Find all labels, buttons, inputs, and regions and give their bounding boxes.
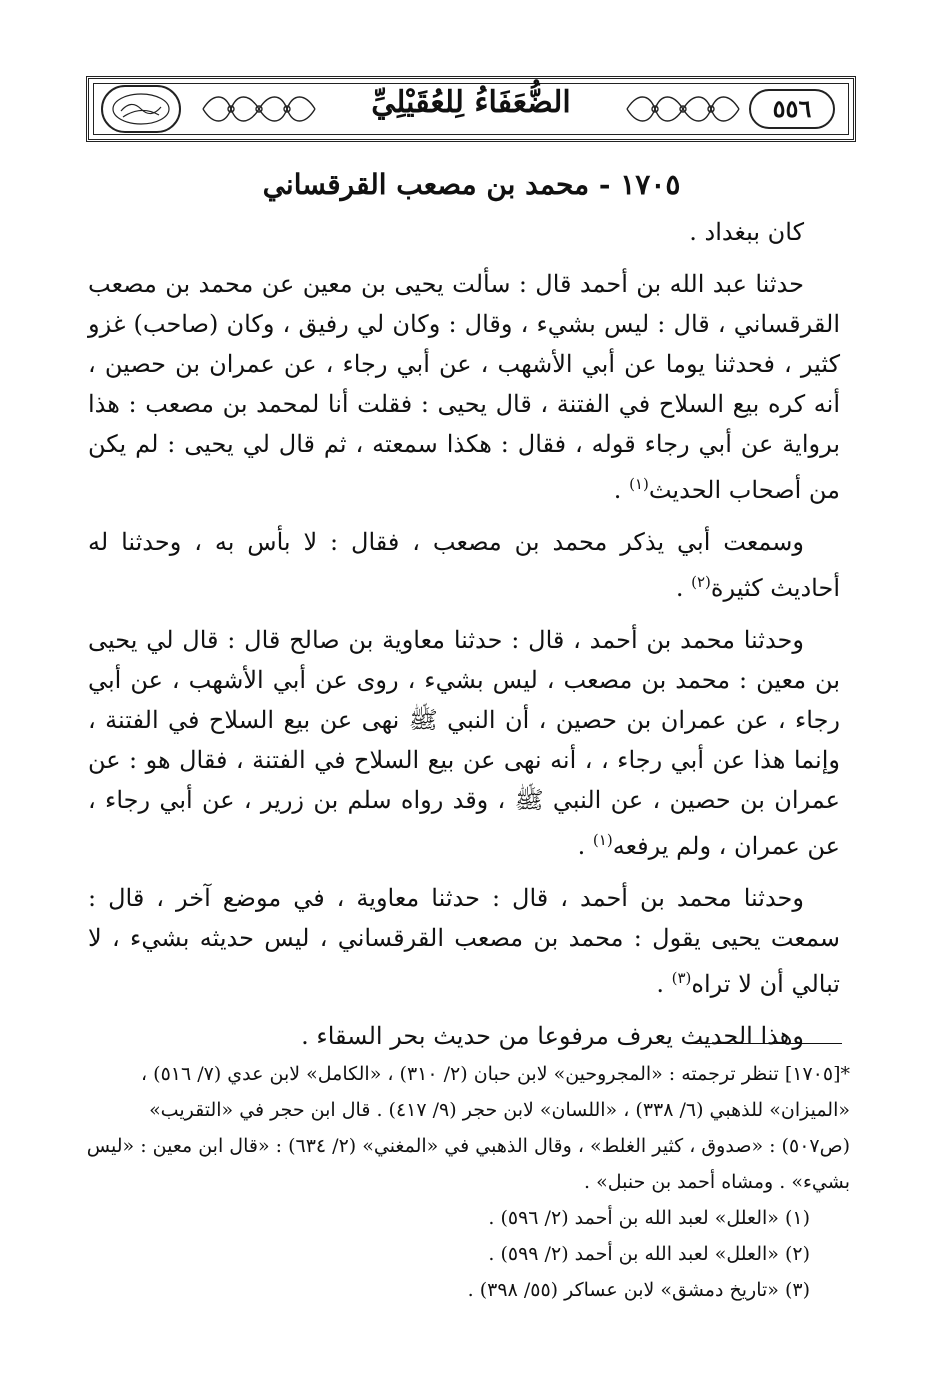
paragraph-text: وهذا الحديث يعرف مرفوعا من حديث بحر السقاء . (301, 1022, 804, 1050)
paragraph-text: وسمعت أبي يذكر محمد بن مصعب ، فقال : لا بأس به ، وحدثنا له أحاديث كثيرة (88, 528, 840, 602)
footnote-item: (١) «العلل» لعبد الله بن أحمد (٢/ ٥٩٦) . (488, 1207, 810, 1229)
page-number: ٥٥٦ (749, 89, 835, 129)
footnote-item: (٢) «العلل» لعبد الله بن أحمد (٢/ ٥٩٩) . (488, 1243, 810, 1265)
paragraph (88, 522, 840, 608)
footnote-marker: (٣) (671, 969, 692, 987)
paragraph-text: وحدثنا محمد بن أحمد ، قال : حدثنا معاوية ، في موضع آخر ، قال : سمعت يحيى يقول : محمد بن مصعب القرقساني ، ليس حديثه بشيء ، لا تبالي أن لا تراه (88, 884, 840, 998)
header-book-title: الضُّعَفَاءُ لِلعُقَيْلِيِّ (371, 85, 571, 120)
footnote-marker: (١) (629, 475, 649, 493)
footnote-separator (692, 1043, 842, 1044)
paragraph (88, 212, 840, 252)
entry-title: ١٧٠٥ - محمد بن مصعب القرقساني (262, 168, 681, 201)
paragraph-end: . (656, 970, 672, 998)
footnote-item: (٣) «تاريخ دمشق» لابن عساكر (٥٥/ ٣٩٨) . (467, 1279, 810, 1301)
paragraph-text: كان ببغداد . (689, 218, 804, 246)
paragraph-end: . (577, 832, 593, 860)
paragraph-text: وحدثنا محمد بن أحمد ، قال : حدثنا معاوية بن صالح قال : قال لي يحيى بن معين : محمد بن مصعب ، ليس بشيء ، روى عن أبي الأشهب ، عن أبي رجاء ، عن عمران بن حصين ، أن النبي ﷺ نهى عن بيع السلاح في الفتنة ، وإنما هذا عن أبي رجاء ، ، أنه نهى عن بيع السلاح في الفتنة ، فقال هو : عن عمران بن حصين ، عن النبي ﷺ ، وقد رواه سلم بن زرير ، عن أبي رجاء ، عن عمران ، ولم يرفعه (88, 626, 840, 860)
paragraph-end: . (613, 476, 630, 504)
book-emblem-icon (101, 85, 181, 133)
footnotes (80, 1056, 850, 1308)
footnote-marker: (٢) (691, 573, 711, 591)
paragraph-end: . (675, 574, 692, 602)
paragraph (88, 264, 840, 510)
paragraph (88, 1016, 840, 1056)
paragraph (88, 878, 840, 1004)
footnote-main: *[١٧٠٥] تنظر ترجمته : «المجروحين» لابن حبان (٢/ ٣١٠) ، «الكامل» لابن عدي (٧/ ٥١٦) ، «الميزان» للذهبي (٦/ ٣٣٨) ، «اللسان» لابن حجر (٩/ ٤١٧) . قال ابن حجر في «التقريب» (ص٥٠٧) : «صدوق ، كثير الغلط» ، وقال الذهبي في «المغني» (٢/ ٦٣٤) : «قال ابن معين : «ليس بشيء» . ومشاه أحمد بن حنبل» . (86, 1063, 850, 1193)
footnote-marker: (١) (592, 831, 613, 849)
page-header (86, 76, 856, 142)
paragraph-text: حدثنا عبد الله بن أحمد قال : سألت يحيى بن معين عن محمد بن مصعب القرقساني ، قال : ليس بشيء ، وقال : وكان لي رفيق ، وكان (صاحب) غزو كثير ، فحدثنا يوما عن أبي الأشهب ، عن أبي رجاء ، عن عمران بن حصين ، أنه كره بيع السلاح في الفتنة ، قال يحيى : فقلت أنا لمحمد بن مصعب : هذا برواية عن أبي رجاء قوله ، فقال : هكذا سمعته ، ثم قال لي يحيى : لم يكن من أصحاب الحديث (88, 270, 840, 504)
paragraph (88, 620, 840, 866)
entry-body (88, 212, 840, 1068)
